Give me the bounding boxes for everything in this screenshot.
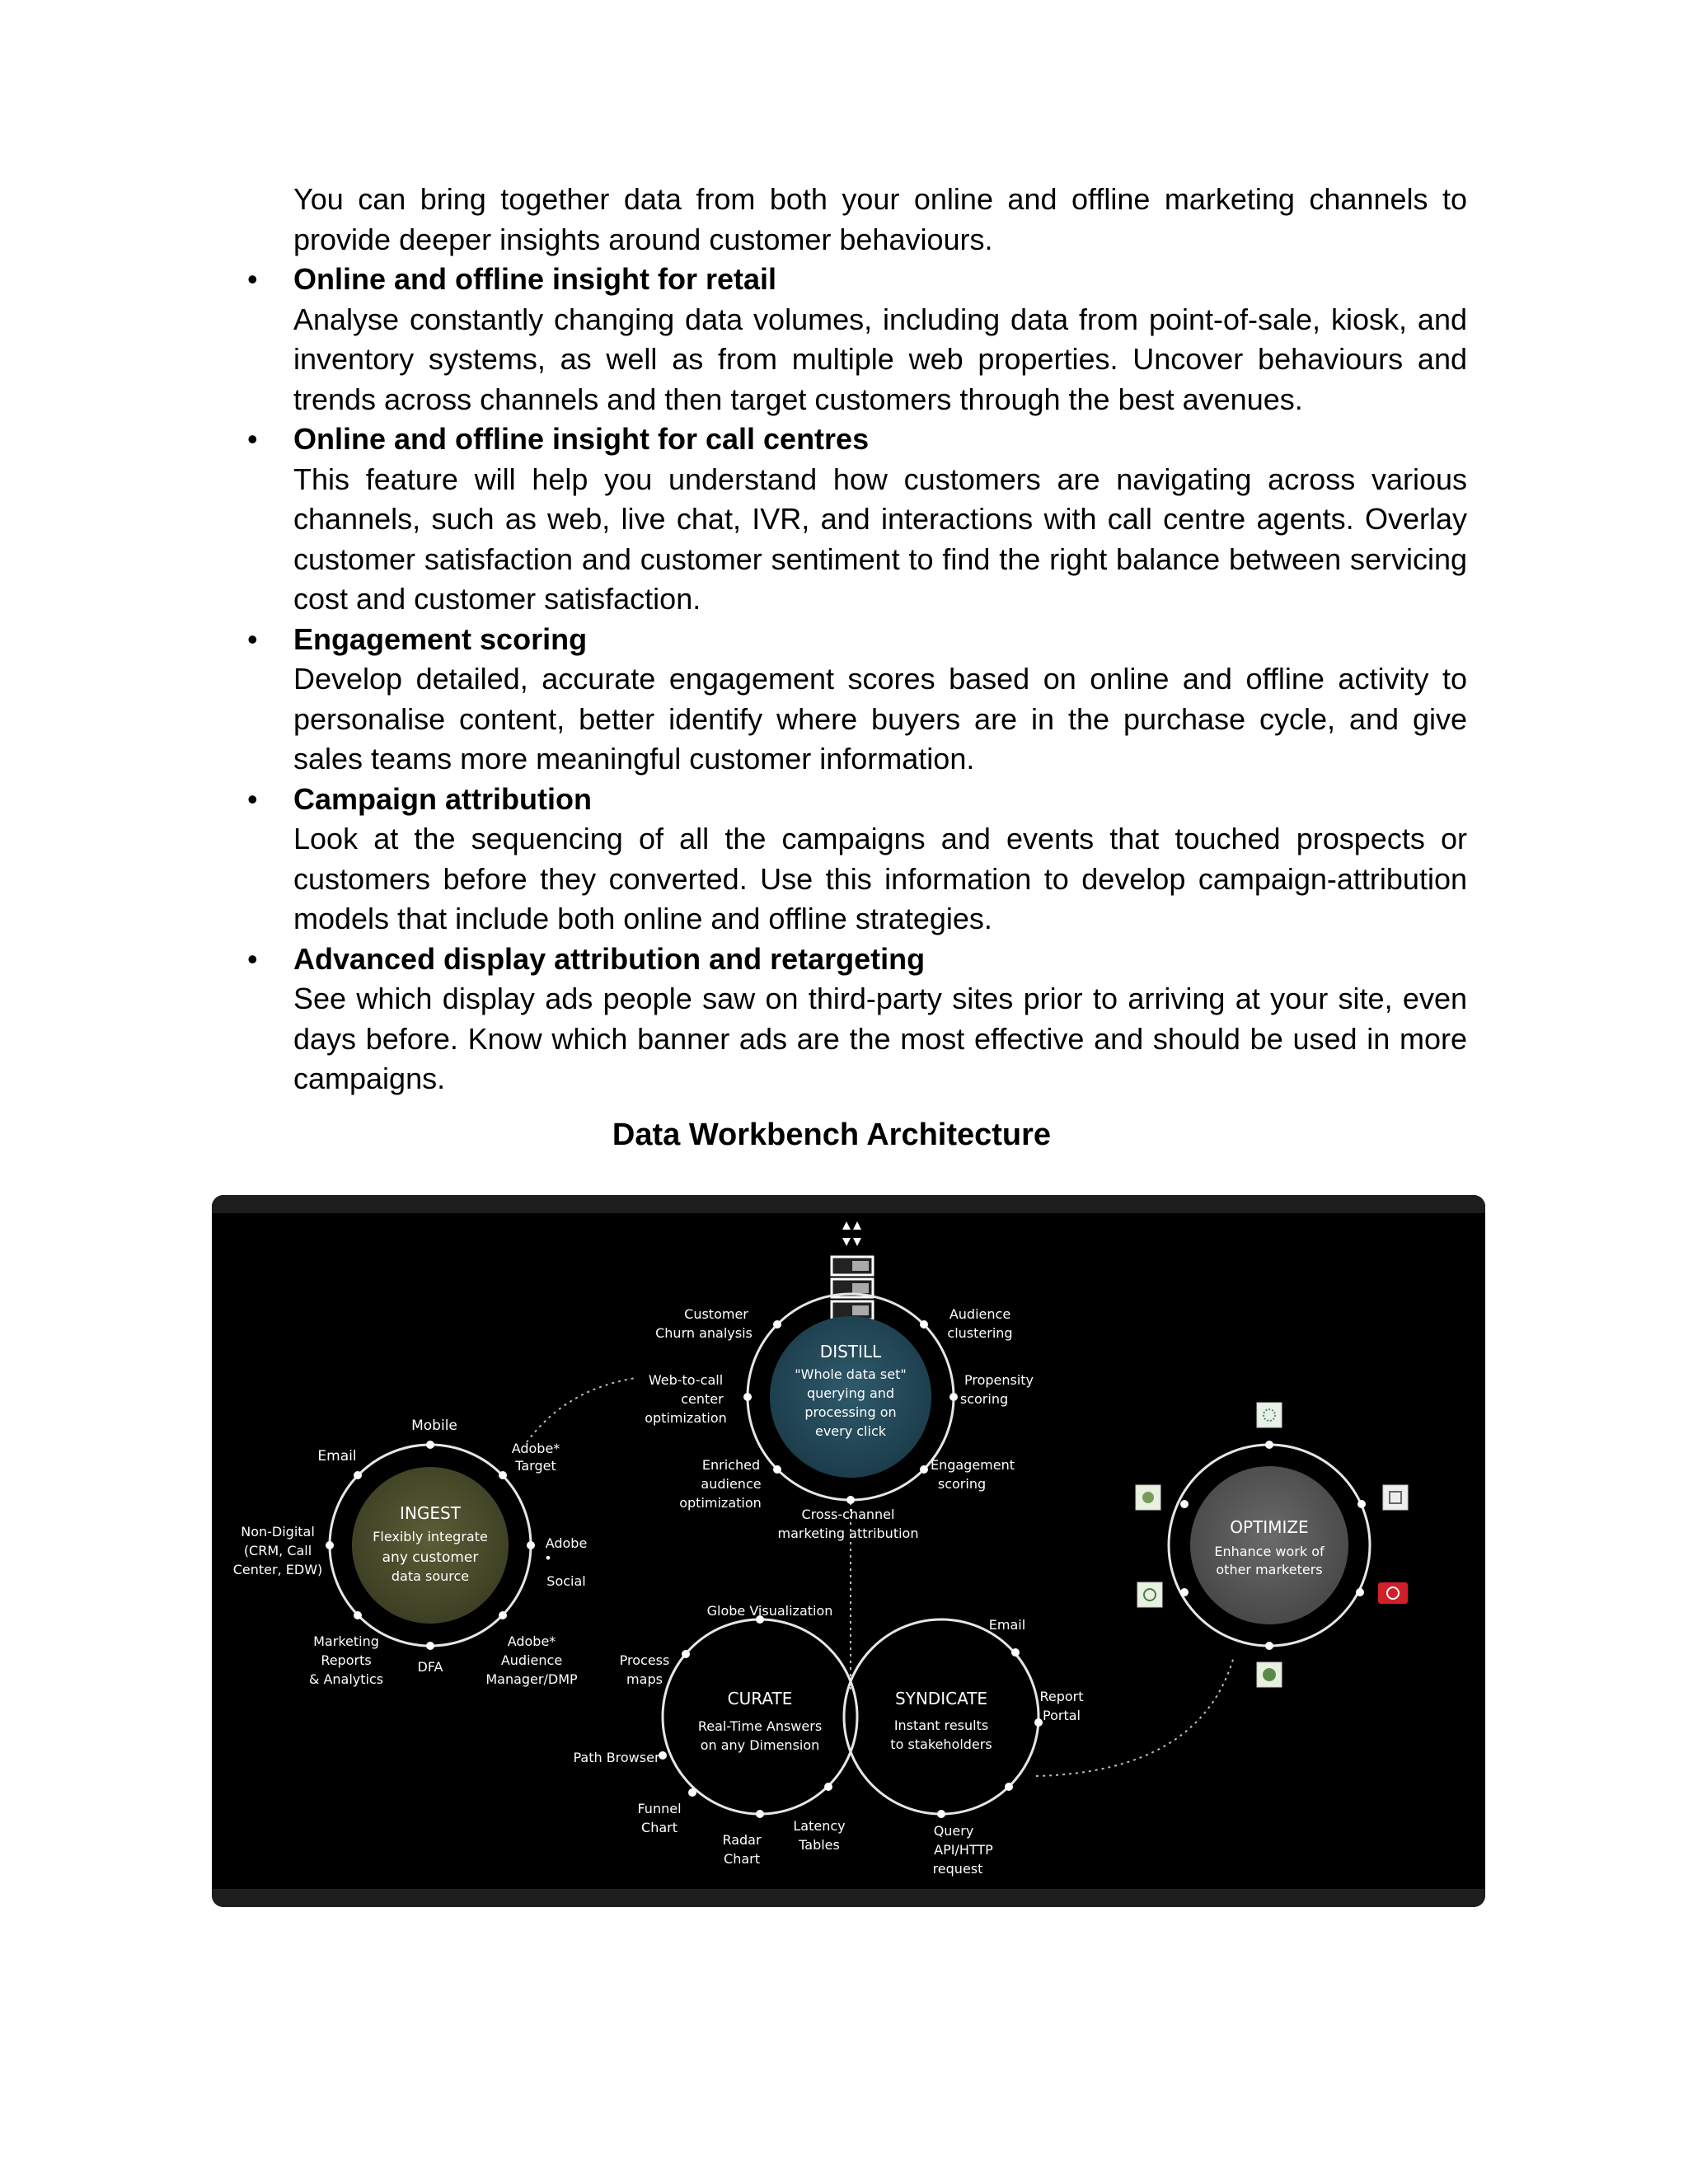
app-tile-icon — [1257, 1662, 1282, 1687]
optimize-desc-line: other marketers — [1216, 1562, 1323, 1577]
label-path-browser: Path Browser — [573, 1750, 660, 1765]
label-query: Query — [933, 1823, 974, 1839]
feature-body: See which display ads people saw on third-party sites prior to arriving at your site, even days before. Know which banner ads are the most effective and should be used in more campaigns. — [293, 982, 1467, 1095]
feature-list — [247, 260, 1467, 1099]
feature-body: Look at the sequencing of all the campaigns and events that touched prospects or customers before they converted. Use this information to develop campaign-attribution models that include both online and offline strategies. — [293, 822, 1467, 935]
label-process-maps: Process — [619, 1652, 670, 1668]
list-item — [247, 260, 1467, 419]
label-non-digital: Non-Digital — [241, 1524, 315, 1540]
label-marketing: Reports — [321, 1652, 372, 1668]
label-dfa: DFA — [417, 1659, 443, 1675]
syndicate-ring-dots — [937, 1648, 1043, 1818]
bullet-icon: • — [247, 621, 258, 656]
feature-title: Advanced display attribution and retargeting — [293, 941, 926, 976]
label-audience: clustering — [947, 1325, 1013, 1341]
app-tile-icon — [1137, 1582, 1162, 1607]
label-web-to-call: Web-to-call — [648, 1372, 724, 1388]
architecture-diagram — [212, 1195, 1485, 1907]
intro-paragraph: You can bring together data from both your online and offline marketing channels to provide deeper insights around customer behaviours. — [293, 182, 1467, 256]
arrows-icon — [842, 1221, 861, 1246]
label-query: request — [932, 1861, 983, 1877]
ingest-desc-line: data source — [391, 1568, 470, 1584]
label-enriched: Enriched — [701, 1457, 761, 1473]
distill-desc-line: "Whole data set" — [795, 1366, 907, 1382]
syndicate-desc-line: Instant results — [893, 1718, 989, 1733]
label-propensity: Propensity — [964, 1372, 1034, 1388]
label-globe: Globe Visualization — [706, 1603, 833, 1619]
bullet-icon: • — [247, 781, 258, 816]
feature-title: Engagement scoring — [293, 621, 588, 656]
label-report-portal: Portal — [1043, 1708, 1081, 1723]
label-non-digital: Center, EDW) — [232, 1562, 323, 1577]
bullet-icon: • — [247, 941, 258, 976]
list-item — [247, 780, 1467, 940]
label-funnel: Funnel — [637, 1801, 682, 1816]
ingest-desc-line: Flexibly integrate — [373, 1529, 488, 1544]
ingest-desc-line: any customer — [382, 1549, 479, 1566]
feature-title: Online and offline insight for call centres — [293, 422, 870, 456]
label-adobe-target: Target — [515, 1458, 556, 1474]
label-adobe-social: Social — [546, 1573, 586, 1589]
distill-desc-line: querying and — [806, 1385, 895, 1401]
curate-ring-dots — [659, 1615, 832, 1818]
optimize-title: OPTIMIZE — [1230, 1517, 1309, 1537]
label-mobile: Mobile — [411, 1418, 457, 1434]
label-enriched: audience — [701, 1476, 762, 1492]
connector-ingest-distill — [527, 1378, 636, 1442]
label-radar: Chart — [724, 1851, 760, 1867]
list-item — [247, 419, 1467, 620]
optimize-desc-line: Enhance work of — [1214, 1544, 1325, 1559]
app-tile-icon — [1136, 1485, 1160, 1510]
server-stack-icon — [832, 1257, 873, 1319]
label-engagement: Engagement — [930, 1457, 1015, 1473]
label-web-to-call: center — [681, 1391, 724, 1407]
label-churn: Churn analysis — [655, 1325, 753, 1341]
label-latency: Tables — [799, 1837, 840, 1853]
label-aam: Adobe* — [507, 1633, 556, 1649]
label-propensity: scoring — [959, 1391, 1009, 1407]
list-item — [247, 940, 1467, 1099]
label-process-maps: maps — [626, 1671, 663, 1687]
label-email: Email — [317, 1448, 357, 1465]
architecture-figure — [212, 1195, 1485, 1907]
label-adobe-social: • — [544, 1550, 552, 1566]
ingest-title: INGEST — [400, 1503, 461, 1523]
feature-body: Develop detailed, accurate engagement scores based on online and offline activity to personalise content, better identify where buyers are in the purchase cycle, and give sales teams more meaningful customer information. — [293, 662, 1467, 776]
creative-cloud-icon — [1378, 1582, 1408, 1604]
distill-title: DISTILL — [819, 1342, 882, 1361]
feature-body: Analyse constantly changing data volumes, including data from point-of-sale, kiosk, and inventory systems, as well as from multiple web properties. Uncover behaviours and trends across channels and then target customers through the best avenues. — [293, 302, 1467, 416]
syndicate-title: SYNDICATE — [894, 1689, 988, 1708]
label-aam: Manager/DMP — [485, 1671, 578, 1687]
label-funnel: Chart — [641, 1820, 678, 1835]
label-marketing: Marketing — [313, 1633, 379, 1649]
ingest-core — [352, 1467, 509, 1624]
curate-desc-line: on any Dimension — [700, 1737, 820, 1753]
bullet-icon: • — [247, 422, 258, 456]
label-adobe-social: Adobe — [545, 1535, 588, 1551]
label-report-portal: Report — [1039, 1689, 1084, 1704]
label-cross-channel: marketing attribution — [777, 1526, 919, 1541]
list-item — [247, 620, 1467, 780]
label-enriched: optimization — [679, 1495, 762, 1511]
label-non-digital: (CRM, Call — [243, 1543, 312, 1558]
label-query: API/HTTP — [934, 1842, 993, 1858]
feature-title: Campaign attribution — [293, 781, 592, 816]
curate-title: CURATE — [727, 1689, 793, 1708]
label-latency: Latency — [793, 1818, 846, 1834]
feature-body: This feature will help you understand how customers are navigating across various channels, such as web, live chat, IVR, and interactions with call centre agents. Overlay customer satisfaction and customer sentiment to find the right balance between servicing cost and customer satisfaction. — [293, 462, 1467, 616]
curate-desc-line: Real-Time Answers — [697, 1718, 823, 1734]
label-web-to-call: optimization — [645, 1410, 727, 1426]
syndicate-desc-line: to stakeholders — [890, 1736, 992, 1752]
label-cross-channel: Cross-channel — [801, 1507, 895, 1522]
label-marketing: & Analytics — [308, 1671, 384, 1687]
feature-title: Online and offline insight for retail — [293, 262, 777, 296]
bullet-icon: • — [247, 262, 258, 296]
app-tile-icon — [1383, 1485, 1408, 1510]
label-radar: Radar — [722, 1832, 762, 1848]
label-aam: Audience — [500, 1652, 563, 1668]
label-audience: Audience — [949, 1306, 1011, 1322]
label-adobe-target: Adobe* — [511, 1441, 560, 1456]
app-tile-icon — [1257, 1403, 1282, 1427]
figure-title: Data Workbench Architecture — [612, 1118, 1052, 1152]
distill-desc-line: every click — [814, 1423, 887, 1439]
label-syndicate-email: Email — [988, 1617, 1026, 1633]
label-churn: Customer — [684, 1306, 748, 1322]
distill-desc-line: processing on — [804, 1404, 897, 1420]
label-engagement: scoring — [937, 1476, 987, 1492]
